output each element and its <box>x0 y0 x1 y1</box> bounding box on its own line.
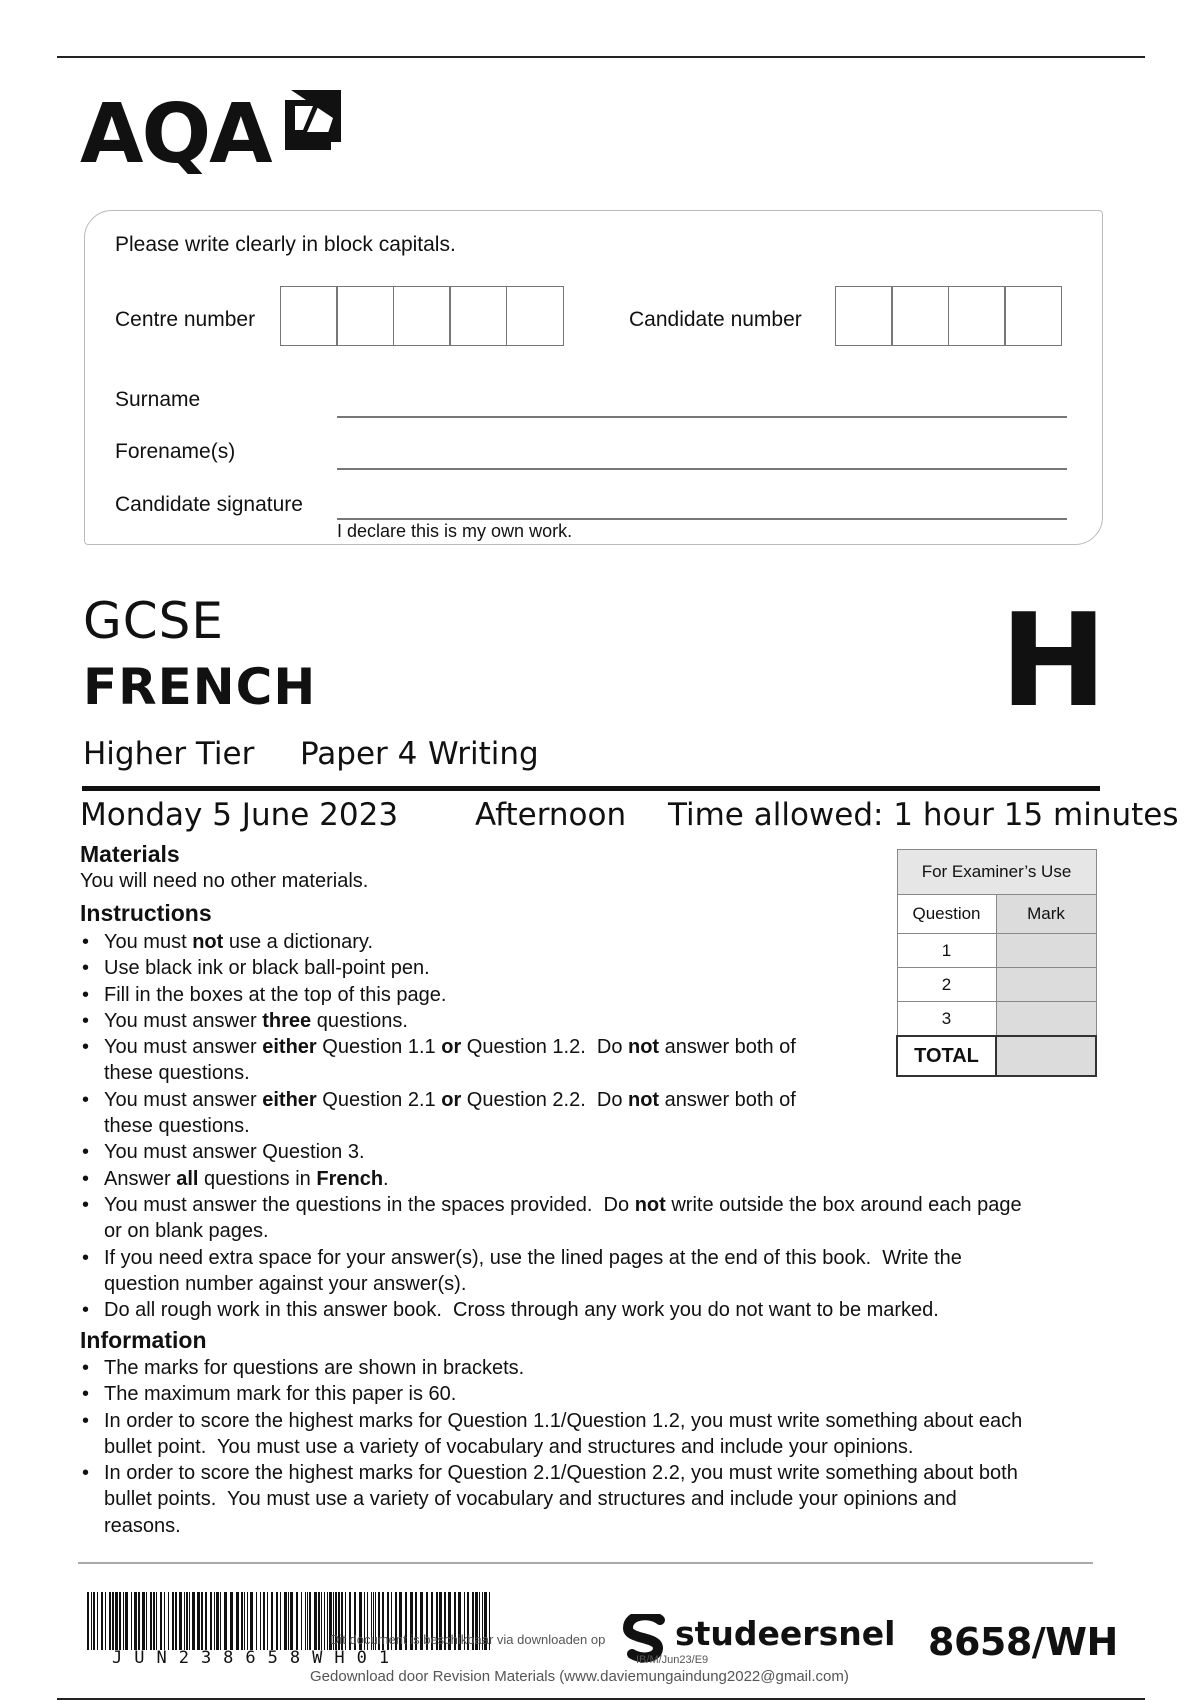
centre-number-boxes[interactable] <box>281 286 564 346</box>
barcode-bar <box>156 1592 157 1650</box>
barcode-bar <box>168 1592 169 1650</box>
signature-field[interactable] <box>337 518 1067 520</box>
instruction-item: • You must answer either Question 1.1 or Question 1.2. Do not answer both of these questions. <box>80 1034 1022 1087</box>
barcode-bar <box>305 1592 306 1650</box>
barcode-bar <box>276 1592 278 1650</box>
information-list <box>80 1355 1022 1539</box>
instruction-item: • You must answer Question 3. <box>80 1139 1022 1165</box>
mark-column-header: Mark <box>996 895 1096 934</box>
barcode-bar <box>250 1592 253 1650</box>
barcode-bar <box>214 1592 215 1650</box>
top-rule <box>57 56 1145 58</box>
instructions-heading: Instructions <box>80 900 212 926</box>
barcode-bar <box>205 1592 207 1650</box>
candidate-details-box <box>84 210 1103 545</box>
question-number: 2 <box>897 968 996 1002</box>
studeersnel-brand: studeersnel <box>675 1614 896 1653</box>
barcode-bar <box>179 1592 182 1650</box>
candidate-number-cell[interactable] <box>891 286 949 346</box>
forename-label: Forename(s) <box>115 440 236 463</box>
surname-label: Surname <box>115 388 201 411</box>
barcode-bar <box>280 1592 281 1650</box>
centre-number-cell[interactable] <box>393 286 451 346</box>
barcode-bar <box>105 1592 106 1650</box>
barcode-bar <box>263 1592 265 1650</box>
paper-type-label: Writing <box>428 736 539 772</box>
barcode-bar <box>267 1592 268 1650</box>
aqa-logo <box>80 88 350 183</box>
barcode-bar <box>236 1592 239 1650</box>
candidate-number-boxes[interactable] <box>836 286 1062 346</box>
total-mark-cell <box>996 1036 1096 1076</box>
examiner-use-table <box>896 849 1097 1077</box>
barcode-bar <box>112 1592 114 1650</box>
barcode-number: JUN238658WH01 <box>112 1648 402 1668</box>
barcode-bar <box>309 1592 311 1650</box>
barcode-bar <box>134 1592 137 1650</box>
question-number: 1 <box>897 934 996 968</box>
barcode-bar <box>307 1592 308 1650</box>
barcode-bar <box>153 1592 155 1650</box>
barcode-bar <box>123 1592 124 1650</box>
form-instruction: Please write clearly in block capitals. <box>115 233 456 256</box>
time-allowed: Time allowed: 1 hour 15 minutes <box>668 797 1179 833</box>
barcode-bar <box>260 1592 261 1650</box>
instruction-item: • Answer all questions in French. <box>80 1166 1022 1192</box>
centre-number-cell[interactable] <box>506 286 564 346</box>
barcode-bar <box>197 1592 200 1650</box>
instruction-item: • You must answer the questions in the spaces provided. Do not write outside the box around each page or on blank pages. <box>80 1192 1022 1245</box>
barcode-bar <box>318 1592 320 1650</box>
paper-code: 8658/WH <box>928 1620 1118 1664</box>
barcode-bar <box>314 1592 317 1650</box>
barcode-bar <box>324 1592 325 1650</box>
instruction-item: • You must answer either Question 2.1 or Question 2.2. Do not answer both of these questions. <box>80 1087 1022 1140</box>
barcode-bar <box>150 1592 152 1650</box>
instruction-item: • Do all rough work in this answer book. Cross through any work you do not want to be marked. <box>80 1297 1022 1323</box>
barcode-bar <box>131 1592 132 1650</box>
instructions-list <box>80 929 1022 1323</box>
barcode-bar <box>109 1592 111 1650</box>
barcode-bar <box>290 1592 293 1650</box>
barcode-bar <box>119 1592 121 1650</box>
aqa-logo-text: AQA <box>80 87 271 182</box>
centre-number-cell[interactable] <box>280 286 338 346</box>
exam-session: Afternoon <box>475 797 627 833</box>
centre-number-cell[interactable] <box>336 286 394 346</box>
barcode-bar <box>138 1592 140 1650</box>
instruction-item: • Use black ink or black ball-point pen. <box>80 955 1022 981</box>
barcode-bar <box>115 1592 118 1650</box>
barcode-bar <box>201 1592 203 1650</box>
question-column-header: Question <box>897 895 996 934</box>
barcode-bar <box>184 1592 185 1650</box>
candidate-number-cell[interactable] <box>1004 286 1062 346</box>
barcode-bar <box>220 1592 221 1650</box>
forename-field[interactable] <box>337 468 1067 470</box>
instruction-item: • You must not use a dictionary. <box>80 929 1022 955</box>
centre-number-label: Centre number <box>115 308 256 331</box>
total-label: TOTAL <box>897 1036 996 1076</box>
barcode-bar <box>327 1592 328 1650</box>
title-divider <box>82 786 1100 791</box>
barcode-bar <box>142 1592 145 1650</box>
subject-title: FRENCH <box>83 658 317 716</box>
barcode-bar <box>224 1592 227 1650</box>
barcode-bar <box>192 1592 195 1650</box>
information-heading: Information <box>80 1327 207 1353</box>
information-item: • In order to score the highest marks for Question 1.1/Question 1.2, you must write something about each bullet point. You must use a variety of vocabulary and structures and include your opinions. <box>80 1408 1022 1461</box>
reference-code: IB/M/Jun23/E9 <box>636 1654 709 1666</box>
candidate-number-cell[interactable] <box>835 286 893 346</box>
instruction-item: • You must answer three questions. <box>80 1008 1022 1034</box>
barcode-bar <box>91 1592 92 1650</box>
tier-letter: H <box>1000 587 1108 736</box>
barcode-bar <box>230 1592 233 1650</box>
mark-cell <box>996 968 1096 1002</box>
aqa-flag-icon <box>285 90 341 150</box>
barcode-bar <box>97 1592 98 1650</box>
barcode-bar <box>172 1592 174 1650</box>
signature-label: Candidate signature <box>115 493 303 516</box>
paper-label: Paper 4 <box>300 736 418 772</box>
footer-rule <box>78 1562 1093 1564</box>
exam-title <box>83 588 316 720</box>
barcode-bar <box>87 1592 89 1650</box>
barcode-bar <box>241 1592 243 1650</box>
information-item: • The marks for questions are shown in brackets. <box>80 1355 1022 1381</box>
barcode-bar <box>288 1592 289 1650</box>
candidate-number-label: Candidate number <box>629 308 802 331</box>
barcode-bar <box>210 1592 212 1650</box>
materials-text: You will need no other materials. <box>80 870 369 892</box>
instruction-item: • Fill in the boxes at the top of this page. <box>80 982 1022 1008</box>
mark-cell <box>996 934 1096 968</box>
barcode-bar <box>146 1592 147 1650</box>
download-notice: Dit document is beschikbaar via downloaden op <box>330 1632 606 1647</box>
exam-date: Monday 5 June 2023 <box>80 797 399 833</box>
surname-field[interactable] <box>337 416 1067 418</box>
barcode-bar <box>247 1592 248 1650</box>
barcode-bar <box>256 1592 257 1650</box>
barcode-bar <box>189 1592 190 1650</box>
centre-number-cell[interactable] <box>449 286 507 346</box>
information-item: • The maximum mark for this paper is 60. <box>80 1381 1022 1407</box>
barcode-bar <box>271 1592 273 1650</box>
examiner-table-title: For Examiner’s Use <box>897 850 1096 895</box>
qualification-title: GCSE <box>83 592 224 650</box>
barcode-bar <box>284 1592 287 1650</box>
tier-label: Higher Tier <box>83 736 255 772</box>
barcode-bar <box>101 1592 103 1650</box>
barcode-bar <box>216 1592 219 1650</box>
question-number: 3 <box>897 1002 996 1037</box>
barcode-bar <box>125 1592 128 1650</box>
materials-heading: Materials <box>80 841 180 867</box>
barcode-bar <box>186 1592 188 1650</box>
mark-cell <box>996 1002 1096 1037</box>
download-source: Gedownload door Revision Materials (www.daviemungaindung2022@gmail.com) <box>310 1668 849 1685</box>
candidate-number-cell[interactable] <box>948 286 1006 346</box>
barcode-bar <box>301 1592 302 1650</box>
barcode-bar <box>175 1592 177 1650</box>
barcode-bar <box>321 1592 322 1650</box>
information-item: • In order to score the highest marks for Question 2.1/Question 2.2, you must write something about both bullet points. You must use a variety of vocabulary and structures and include your opinions and reasons. <box>80 1460 1022 1539</box>
declaration-text: I declare this is my own work. <box>337 521 573 541</box>
barcode-bar <box>164 1592 165 1650</box>
barcode-bar <box>296 1592 298 1650</box>
barcode-bar <box>160 1592 162 1650</box>
barcode-bar <box>244 1592 245 1650</box>
barcode-bar <box>93 1592 95 1650</box>
instruction-item: • If you need extra space for your answer(s), use the lined pages at the end of this book. Write the question number against your answer(s). <box>80 1245 1022 1298</box>
